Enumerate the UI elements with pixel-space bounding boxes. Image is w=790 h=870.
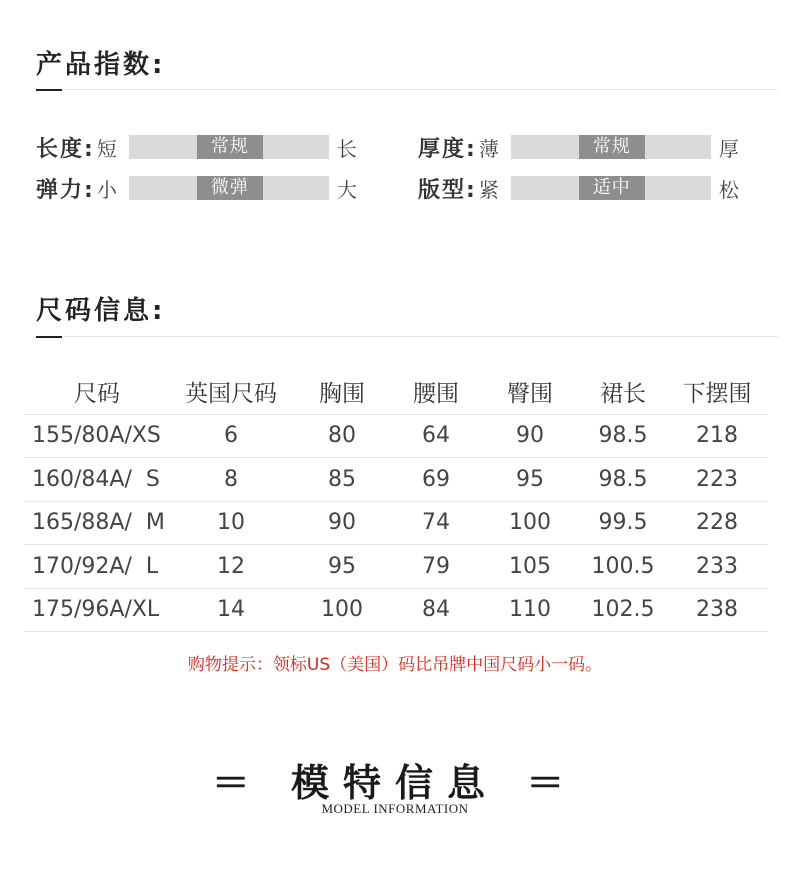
column-header: 腰围 <box>392 370 480 414</box>
index-label: 版型: <box>418 177 477 203</box>
table-cell: 90 <box>480 414 580 458</box>
column-header: 英国尺码 <box>170 370 292 414</box>
column-header: 胸围 <box>292 370 392 414</box>
table-cell: 6 <box>170 414 292 458</box>
index-min: 紧 <box>478 177 499 202</box>
table-cell: 64 <box>392 414 480 458</box>
size-table <box>24 370 768 632</box>
table-cell: 8 <box>170 458 292 502</box>
product-index-rule <box>64 89 778 90</box>
index-min: 小 <box>96 177 117 202</box>
index-length <box>36 134 357 160</box>
table-cell: 165/88A/ M <box>24 501 170 545</box>
table-cell: 170/92A/ L <box>24 545 170 589</box>
table-cell: 95 <box>480 458 580 502</box>
table-cell: 98.5 <box>580 414 666 458</box>
index-track <box>511 176 711 200</box>
index-max: 长 <box>336 136 357 161</box>
index-track <box>511 135 711 159</box>
table-cell: 218 <box>666 414 768 458</box>
column-header: 下摆围 <box>666 370 768 414</box>
table-cell: 99.5 <box>580 501 666 545</box>
table-row <box>24 414 768 458</box>
index-max: 松 <box>718 177 739 202</box>
size-table-header <box>24 370 768 414</box>
index-max: 大 <box>336 177 357 202</box>
table-cell: 100 <box>480 501 580 545</box>
product-index-title: 产品指数: <box>36 50 166 80</box>
index-fit <box>418 175 739 201</box>
index-marker: 常规 <box>579 135 645 159</box>
table-cell: 175/96A/XL <box>24 588 170 632</box>
table-cell: 228 <box>666 501 768 545</box>
table-cell: 100.5 <box>580 545 666 589</box>
column-header: 尺码 <box>24 370 170 414</box>
model-info-subtitle: MODEL INFORMATION <box>321 801 469 816</box>
size-info-rule <box>64 336 778 337</box>
table-cell: 110 <box>480 588 580 632</box>
column-header: 臀围 <box>480 370 580 414</box>
table-cell: 238 <box>666 588 768 632</box>
table-cell: 98.5 <box>580 458 666 502</box>
table-cell: 74 <box>392 501 480 545</box>
index-label: 长度: <box>36 136 95 162</box>
table-cell: 233 <box>666 545 768 589</box>
index-min: 短 <box>96 136 117 161</box>
table-cell: 14 <box>170 588 292 632</box>
table-cell: 79 <box>392 545 480 589</box>
table-cell: 223 <box>666 458 768 502</box>
table-row <box>24 501 768 545</box>
table-cell: 155/80A/XS <box>24 414 170 458</box>
index-label: 厚度: <box>418 136 477 162</box>
table-cell: 10 <box>170 501 292 545</box>
size-info-title: 尺码信息: <box>36 296 166 326</box>
index-min: 薄 <box>478 136 499 161</box>
table-cell: 160/84A/ S <box>24 458 170 502</box>
index-thickness <box>418 134 739 160</box>
index-marker: 微弹 <box>197 176 263 200</box>
index-marker: 常规 <box>197 135 263 159</box>
table-row <box>24 545 768 589</box>
table-cell: 84 <box>392 588 480 632</box>
table-cell: 90 <box>292 501 392 545</box>
index-max: 厚 <box>718 136 739 161</box>
table-cell: 85 <box>292 458 392 502</box>
index-track <box>129 176 329 200</box>
table-cell: 100 <box>292 588 392 632</box>
index-elasticity <box>36 175 357 201</box>
index-label: 弹力: <box>36 177 95 203</box>
table-row <box>24 588 768 632</box>
size-info-underline <box>36 336 62 338</box>
index-track <box>129 135 329 159</box>
product-index-underline <box>36 89 62 91</box>
table-cell: 105 <box>480 545 580 589</box>
table-cell: 80 <box>292 414 392 458</box>
table-cell: 95 <box>292 545 392 589</box>
table-row <box>24 458 768 502</box>
table-cell: 69 <box>392 458 480 502</box>
table-cell: 102.5 <box>580 588 666 632</box>
size-note: 购物提示：领标US（美国）码比吊牌中国尺码小一码。 <box>187 655 603 675</box>
model-info-title: ＝ 模特信息 ＝ <box>211 761 579 805</box>
table-cell: 12 <box>170 545 292 589</box>
index-marker: 适中 <box>579 176 645 200</box>
column-header: 裙长 <box>580 370 666 414</box>
